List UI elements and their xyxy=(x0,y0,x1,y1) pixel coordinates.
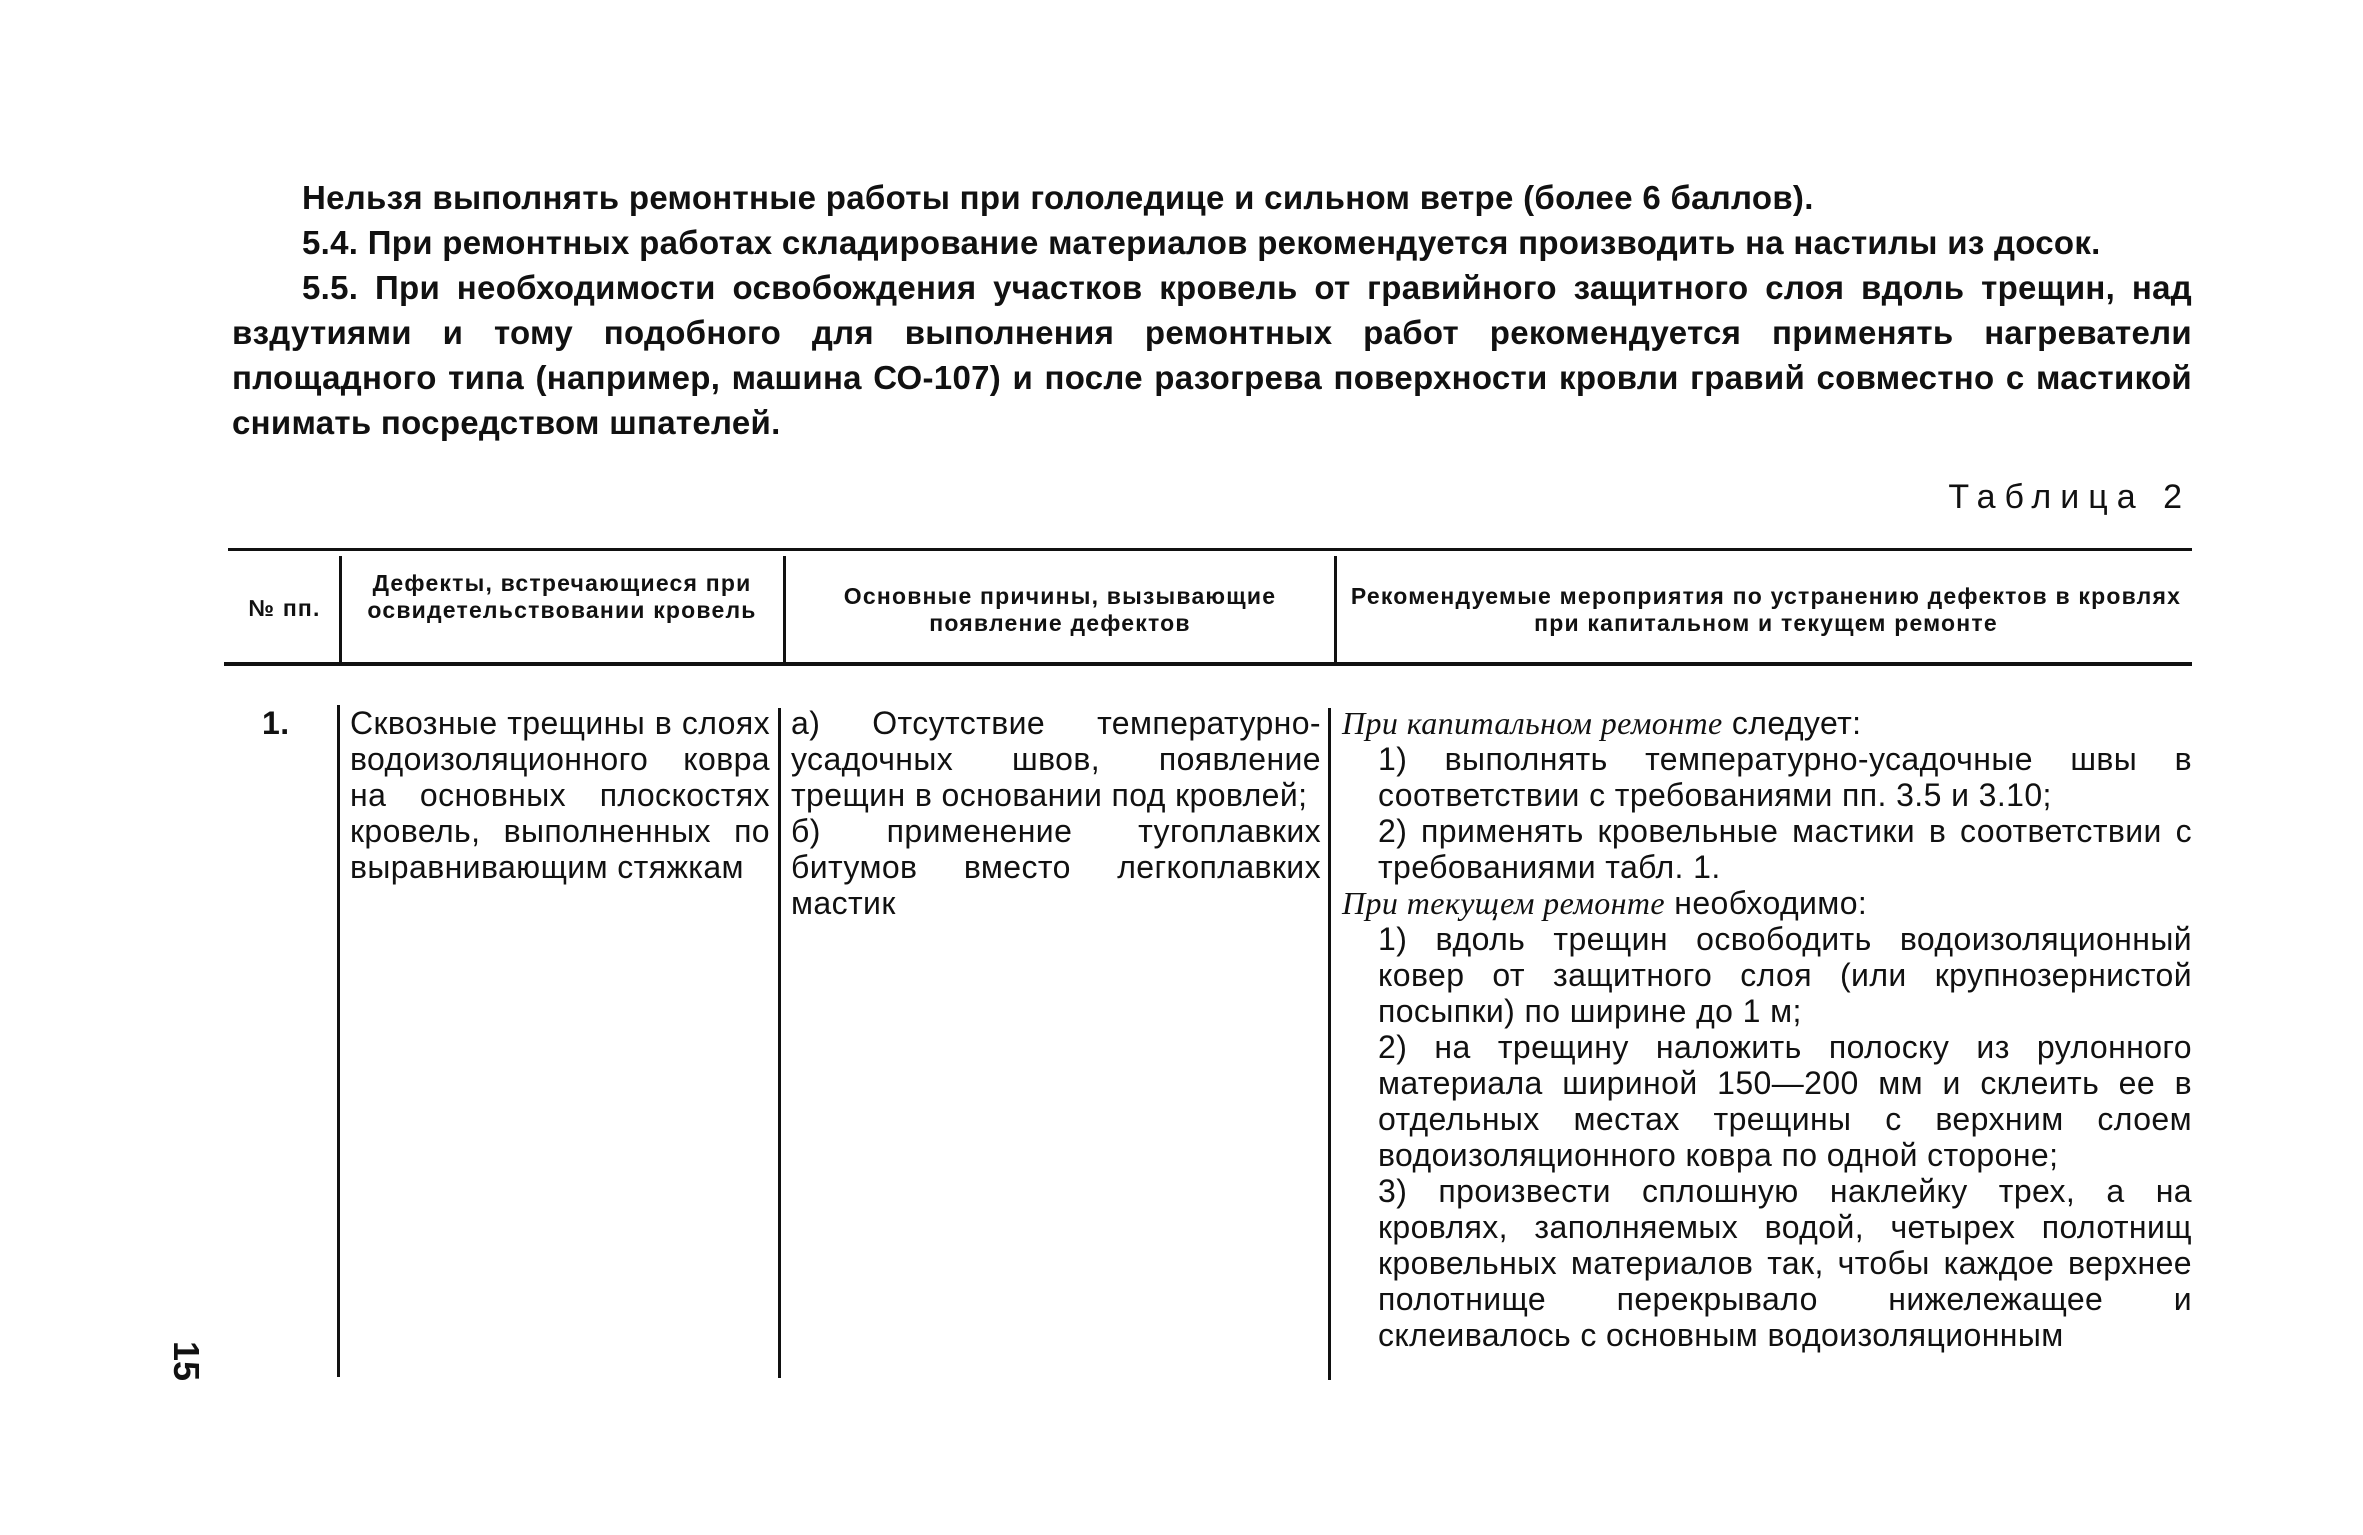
column-divider xyxy=(783,556,786,664)
column-divider xyxy=(1334,556,1337,664)
column-divider xyxy=(778,708,781,1378)
column-divider xyxy=(1328,708,1331,1380)
page-number: 15 xyxy=(166,1340,208,1382)
intro-line-1: Нельзя выполнять ремонтные работы при гололедице и сильном ветре (более 6 баллов). xyxy=(302,179,1814,216)
cause-cell xyxy=(791,705,1321,921)
cause-a: а) Отсутствие температурно-усадочных швов, появление трещин в основании под кровлей; xyxy=(791,705,1321,813)
intro-text xyxy=(232,175,2192,445)
defect-cell xyxy=(350,705,770,885)
header-causes: Основные причины, вызывающие появление дефектов xyxy=(843,583,1277,636)
current-item-3: 3) произвести сплошную наклейку трех, а на кровлях, заполняемых водой, четырех полотнищ кровельных материалов так, чтобы каждое верхнее полотнище перекрывало нижележащее и склеивалось с основным водоизоляционным xyxy=(1378,1173,2192,1353)
column-divider xyxy=(339,556,342,664)
capital-item-1: 1) выполнять температурно-усадочные швы в соответствии с требованиями пп. 3.5 и 3.10; xyxy=(1378,741,2192,813)
header-defects: Дефекты, встречающиеся при освидетельствовании кровель xyxy=(367,570,757,623)
header-number: № пп. xyxy=(248,595,321,621)
table-caption: Таблица 2 xyxy=(1948,478,2191,516)
paragraph-5-5: 5.5. При необходимости освобождения участков кровель от гравийного защитного слоя вдоль трещин, над вздутиями и тому подобного для выполнения ремонтных работ рекомендуется применять нагреватели площадного типа (например, машина СО-107) и после разогрева поверхности кровли гравий совместно с мастикой снимать посредством шпателей. xyxy=(232,269,2192,441)
column-divider xyxy=(337,705,340,1377)
paragraph-5-4: 5.4. При ремонтных работах складирование материалов рекомендуется производить на настилы из досок. xyxy=(302,224,2101,261)
current-repair-lead: При текущем ремонте xyxy=(1342,885,1665,921)
table-top-rule xyxy=(228,548,2192,551)
header-measures: Рекомендуемые мероприятия по устранению дефектов в кровлях при капитальном и текущем ремонте xyxy=(1350,583,2182,636)
current-repair-tail: необходимо: xyxy=(1665,885,1868,921)
capital-repair-tail: следует: xyxy=(1722,705,1862,741)
defect-text: Сквозные трещины в слоях водоизоляционного ковра на основных плоскостях кровель, выполненных по выравнивающим стяжкам xyxy=(350,705,770,885)
capital-item-2: 2) применять кровельные мастики в соответствии с требованиями табл. 1. xyxy=(1378,813,2192,885)
current-item-1: 1) вдоль трещин освободить водоизоляционный ковер от защитного слоя (или крупнозернистой посыпки) по ширине до 1 м; xyxy=(1378,921,2192,1029)
cause-b: б) применение тугоплавких битумов вместо легкоплавких мастик xyxy=(791,813,1321,921)
row-number: 1. xyxy=(262,705,290,741)
measures-cell xyxy=(1342,705,2192,1353)
current-item-2: 2) на трещину наложить полоску из рулонного материала шириной 150—200 мм и склеить ее в отдельных местах трещины с верхним слоем водоизоляционного ковра по одной стороне; xyxy=(1378,1029,2192,1173)
current-repair-heading xyxy=(1342,885,2192,921)
capital-repair-heading xyxy=(1342,705,2192,741)
table-header-rule xyxy=(224,662,2192,666)
capital-repair-lead: При капитальном ремонте xyxy=(1342,705,1723,741)
